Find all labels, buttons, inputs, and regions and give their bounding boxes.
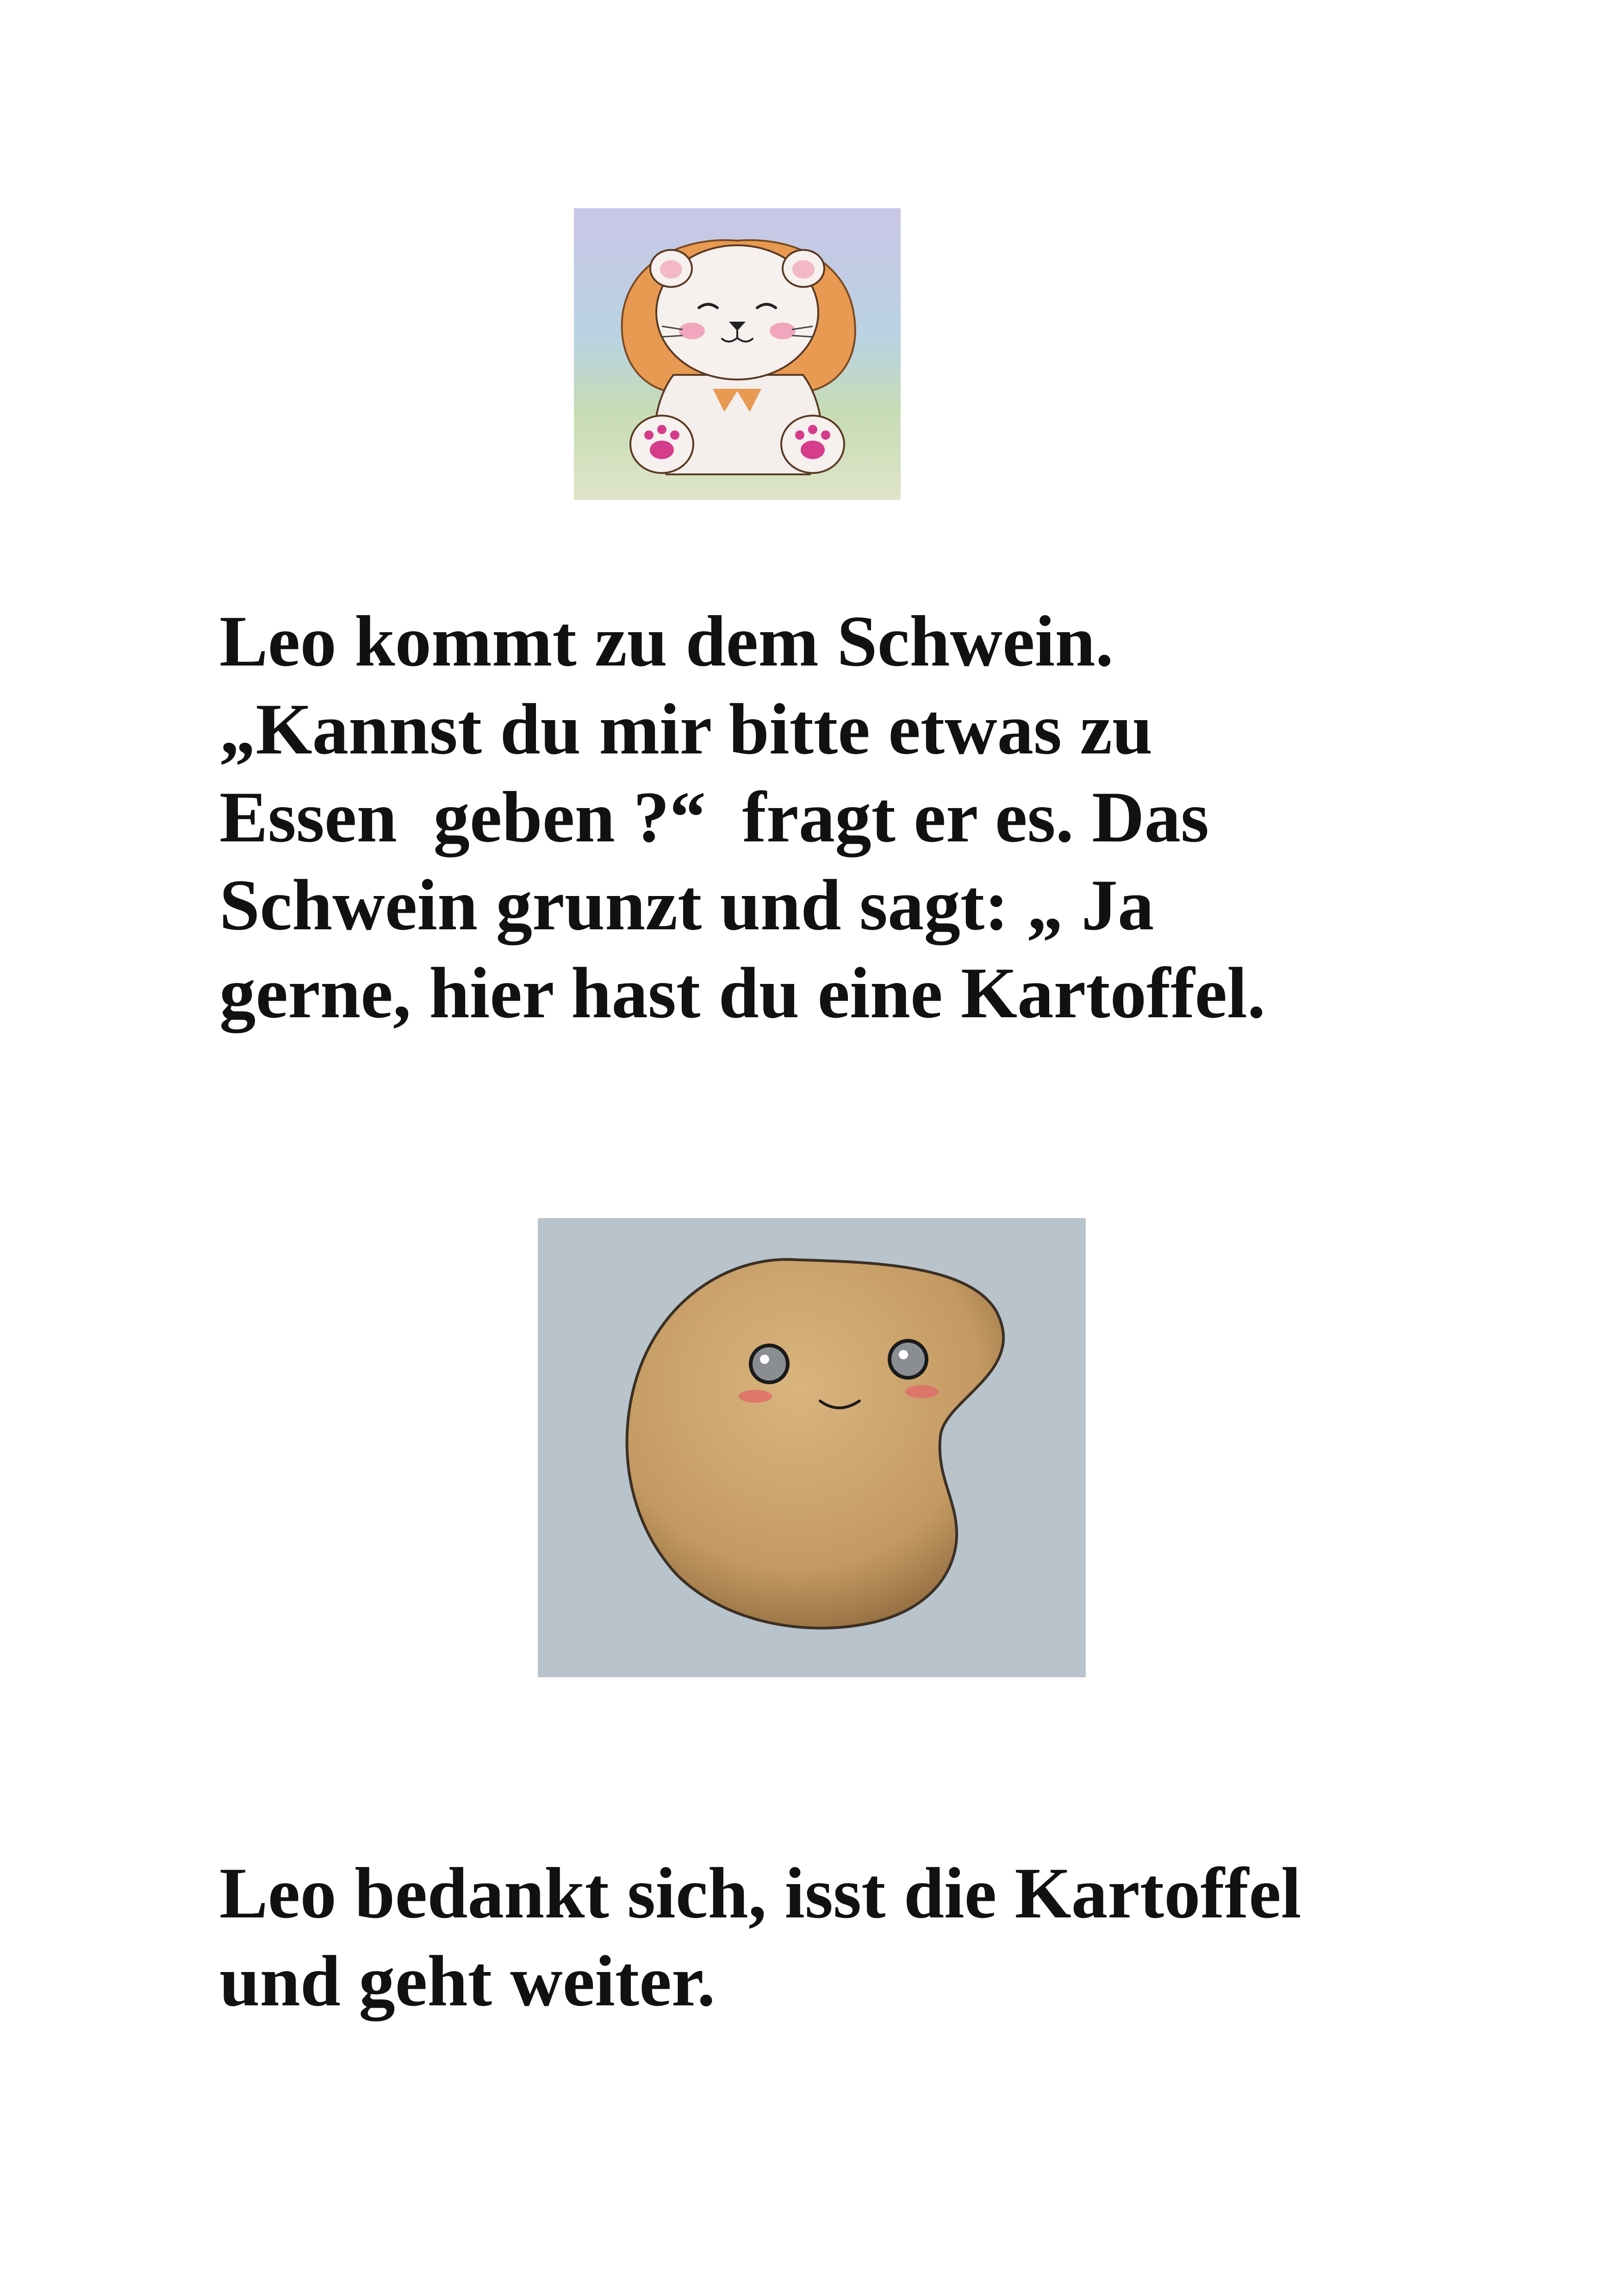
story-line: Essen geben ?“ fragt er es. Das	[219, 777, 1209, 857]
story-paragraph-2	[219, 1849, 1469, 2025]
smiling-potato-illustration	[538, 1218, 1086, 1677]
story-line: Leo bedankt sich, isst die Kartoffel	[219, 1853, 1301, 1933]
story-line: Schwein grunzt und sagt: „ Ja	[219, 865, 1154, 945]
potato-icon	[538, 1218, 1086, 1677]
story-line: Leo kommt zu dem Schwein.	[219, 601, 1114, 681]
story-line: gerne, hier hast du eine Kartoffel.	[219, 952, 1266, 1033]
lion-cub-icon	[574, 208, 901, 500]
story-paragraph-1	[219, 597, 1469, 1037]
lion-cub-illustration	[574, 208, 901, 500]
story-line: und geht weiter.	[219, 1941, 716, 2021]
story-line: „Kannst du mir bitte etwas zu	[219, 689, 1153, 769]
